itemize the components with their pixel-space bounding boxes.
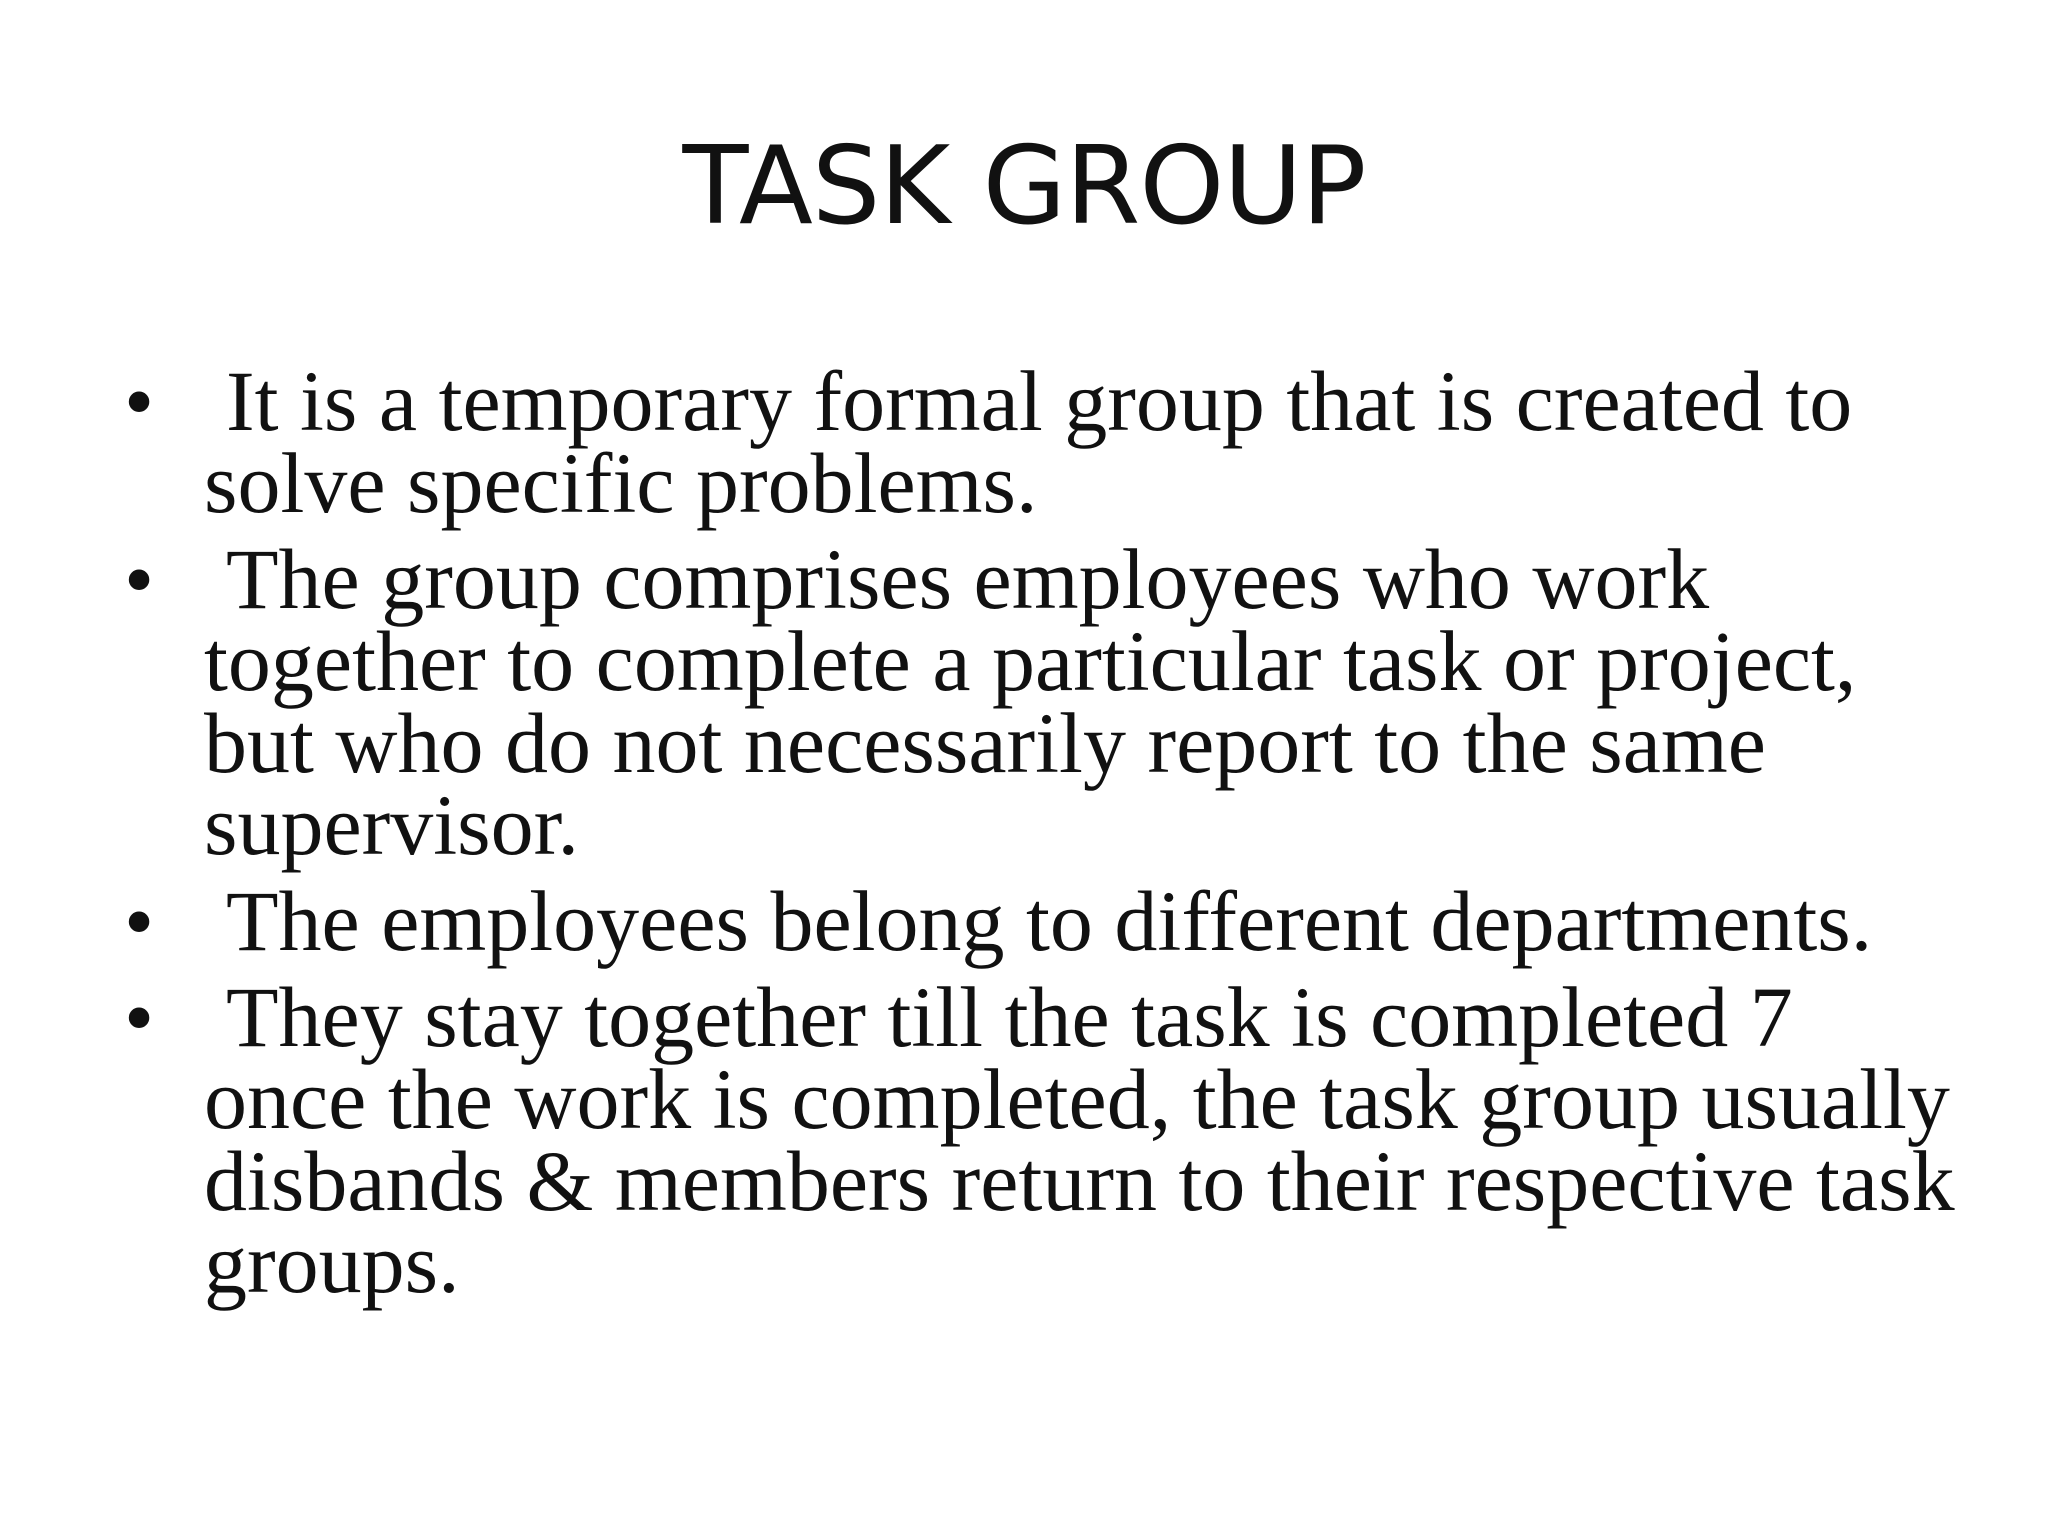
bullet-text: The employees belong to different departments. [226,873,1873,969]
bullet-icon: • [124,873,155,969]
bullet-item [118,969,1977,1311]
bullet-icon: • [124,353,155,449]
bullet-text: The group comprises employees who work together to complete a particular task or project, but who do not necessarily report to the same supervisor. [204,531,1878,873]
bullet-item [118,353,1958,531]
bullet-list [118,353,1977,1318]
bullet-icon: • [124,531,155,627]
slide-title: TASK GROUP [682,124,1366,249]
bullet-text: They stay together till the task is completed 7 once the work is completed, the task group usually disbands & members return to their respective task groups. [204,969,1977,1311]
bullet-text: It is a temporary formal group that is created to solve specific problems. [204,353,1874,531]
bullet-item [118,531,1958,873]
bullet-icon: • [124,969,155,1065]
bullet-item [118,873,1958,969]
